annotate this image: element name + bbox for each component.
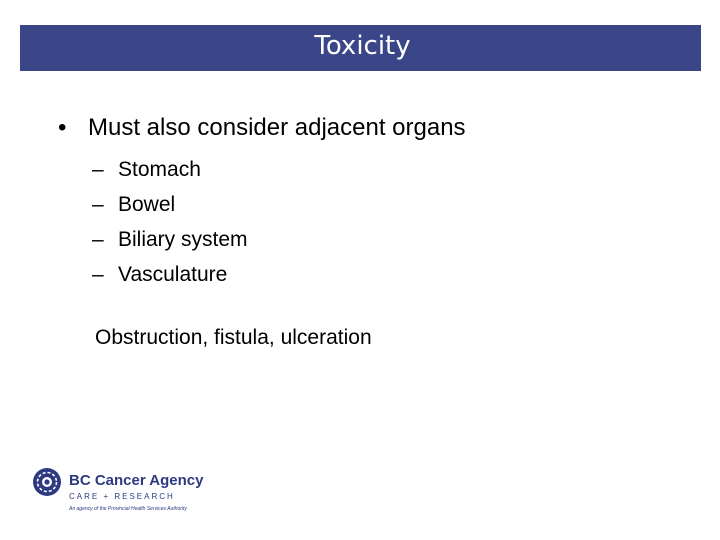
slide-title: Toxicity <box>314 31 411 61</box>
bc-cancer-agency-emblem-icon <box>32 467 62 497</box>
logo-tagline: CARE + RESEARCH <box>69 492 175 501</box>
list-item <box>92 257 248 292</box>
logo-subline: An agency of the Provincial Health Services Authority <box>69 506 187 512</box>
title-bar <box>20 25 701 71</box>
dash-marker: – <box>92 193 104 216</box>
list-item-label: Bowel <box>118 193 176 216</box>
list-item-label: Biliary system <box>118 228 248 251</box>
organ-list <box>92 152 248 292</box>
list-item <box>92 152 248 187</box>
logo-name: BC Cancer Agency <box>69 472 204 489</box>
dash-marker: – <box>92 228 104 251</box>
main-bullet <box>58 114 466 142</box>
list-item <box>92 222 248 257</box>
list-item <box>92 187 248 222</box>
bc-cancer-agency-logo <box>32 465 207 517</box>
dash-marker: – <box>92 263 104 286</box>
main-bullet-text: Must also consider adjacent organs <box>88 114 466 141</box>
list-item-label: Vasculature <box>118 263 228 286</box>
list-item-label: Stomach <box>118 158 201 181</box>
dash-marker: – <box>92 158 104 181</box>
complications-note: Obstruction, fistula, ulceration <box>95 326 372 349</box>
bullet-marker: • <box>58 114 67 141</box>
